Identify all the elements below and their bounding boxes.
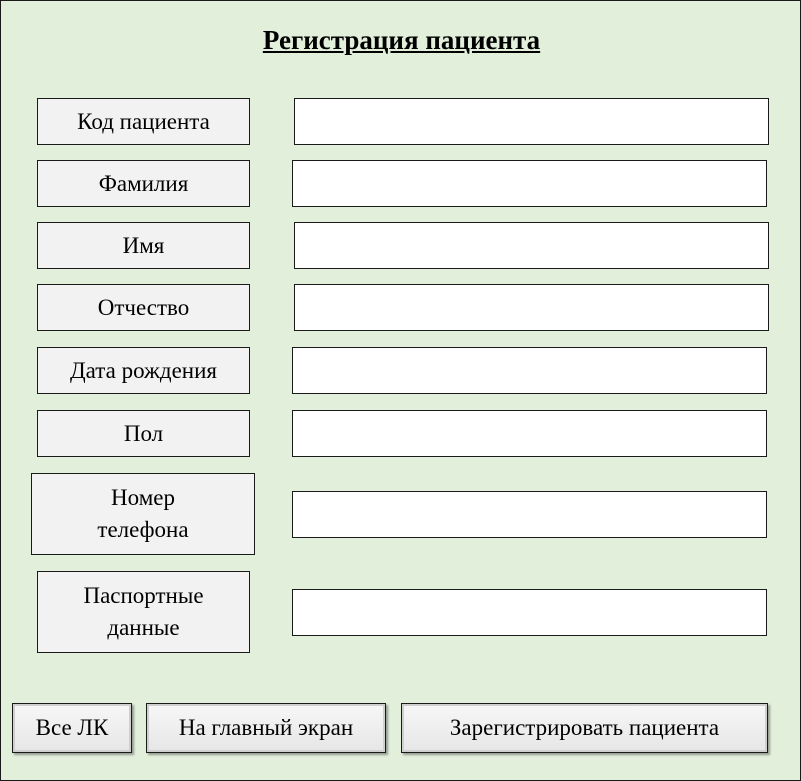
register-patient-button[interactable]: Зарегистрировать пациента bbox=[401, 703, 768, 753]
birth-date-input[interactable] bbox=[292, 347, 767, 394]
passport-input[interactable] bbox=[292, 589, 767, 636]
surname-input[interactable] bbox=[292, 160, 767, 207]
patient-code-input[interactable] bbox=[294, 98, 769, 145]
surname-label: Фамилия bbox=[37, 160, 250, 207]
birth-date-label: Дата рождения bbox=[37, 347, 250, 394]
patronymic-label: Отчество bbox=[37, 284, 250, 331]
gender-input[interactable] bbox=[292, 410, 767, 457]
first-name-input[interactable] bbox=[294, 222, 769, 269]
patronymic-input[interactable] bbox=[294, 284, 769, 331]
passport-label: Паспортные данные bbox=[37, 571, 250, 653]
all-lk-button[interactable]: Все ЛК bbox=[12, 703, 132, 753]
page-title: Регистрация пациента bbox=[262, 25, 541, 55]
phone-input[interactable] bbox=[292, 491, 767, 538]
home-button[interactable]: На главный экран bbox=[146, 703, 386, 753]
first-name-label: Имя bbox=[37, 222, 250, 269]
patient-code-label: Код пациента bbox=[37, 98, 250, 145]
gender-label: Пол bbox=[37, 410, 250, 457]
phone-label: Номер телефона bbox=[31, 473, 255, 555]
